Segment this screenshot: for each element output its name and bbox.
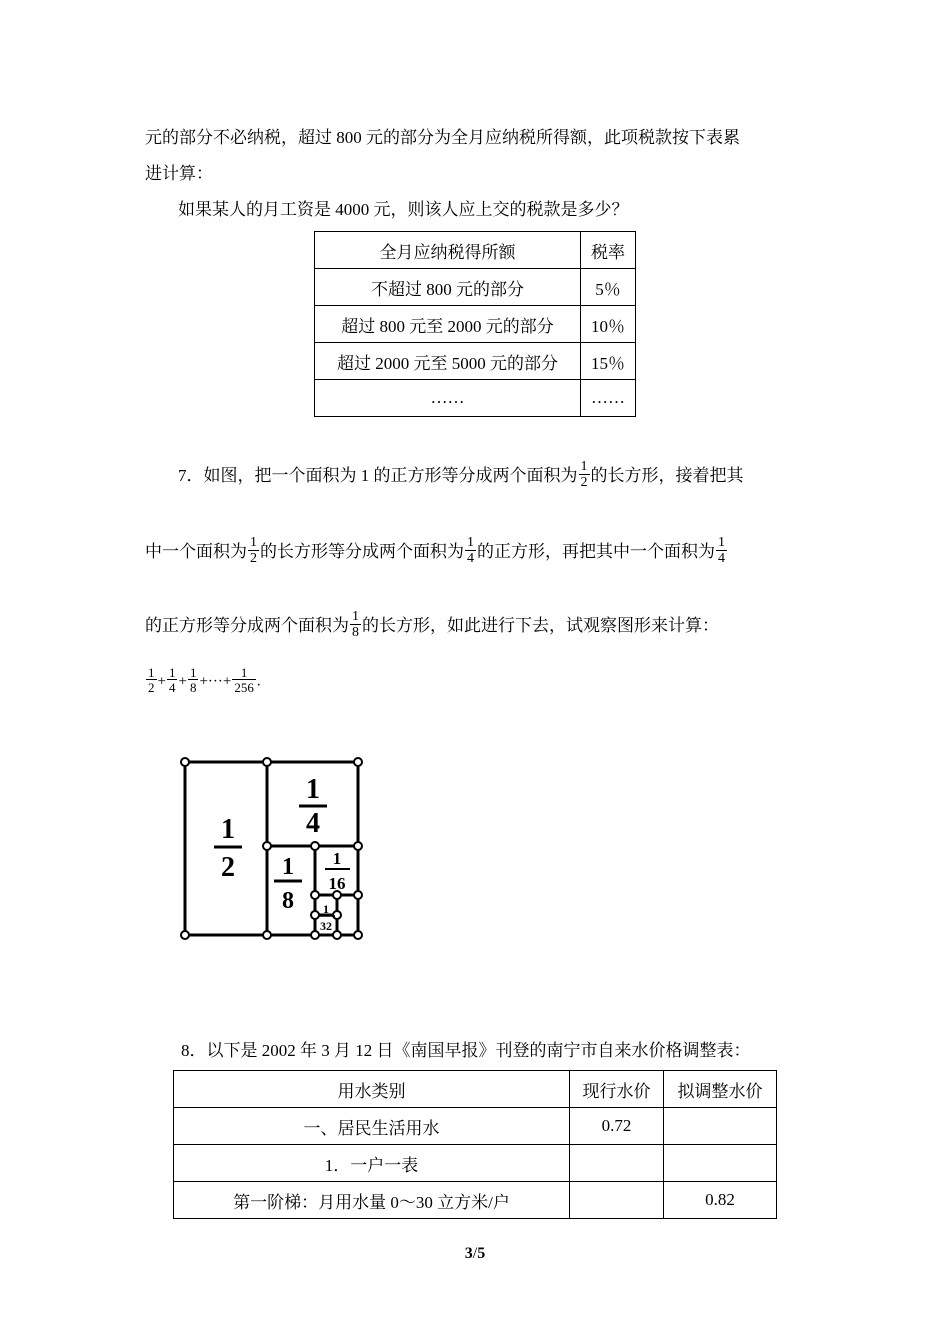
water-header-category: 用水类别 <box>174 1071 570 1108</box>
tax-header-rate: 税率 <box>581 232 636 269</box>
tax-table <box>314 231 636 417</box>
vertex-dot <box>311 842 319 850</box>
table-cell: 一、居民生活用水 <box>174 1108 570 1145</box>
text: 的正方形，再把其中一个面积为 <box>477 541 715 561</box>
plus-sign: + <box>157 673 166 690</box>
fraction-half: $\frac{1}{2}$ <box>580 459 588 490</box>
page-number <box>0 1245 950 1263</box>
vertex-dot <box>354 891 362 899</box>
table-row <box>315 232 636 269</box>
plus-sign: + <box>178 673 187 690</box>
vertex-dot <box>333 911 341 919</box>
label-half-den: 2 <box>221 852 235 883</box>
label-quarter-num: 1 <box>306 774 320 805</box>
vertex-dot <box>354 842 362 850</box>
water-header-current: 现行水价 <box>570 1071 664 1108</box>
vertex-dot <box>263 931 271 939</box>
text: 7．如图，把一个面积为 1 的正方形等分成两个面积为 <box>178 465 578 485</box>
total-pages: 5 <box>477 1245 486 1262</box>
vertex-dot <box>311 891 319 899</box>
label-eighth-num: 1 <box>282 854 294 880</box>
table-cell: 超过 2000 元至 5000 元的部分 <box>315 343 581 380</box>
table-row <box>315 343 636 380</box>
label-quarter-den: 4 <box>306 808 320 839</box>
label-sixteenth-num: 1 <box>332 849 342 868</box>
table-cell <box>570 1145 664 1182</box>
square-division-figure <box>170 750 380 950</box>
ellipsis-sum: +···+ <box>199 673 232 690</box>
table-row <box>174 1071 777 1108</box>
table-row <box>315 306 636 343</box>
expr-term-3: $\frac{1}{8}$ <box>189 665 197 695</box>
period: . <box>256 673 261 690</box>
problem7-expression <box>145 665 261 696</box>
text: 的长方形等分成两个面积为 <box>260 541 464 561</box>
vertex-dot <box>354 931 362 939</box>
table-cell: 5％ <box>581 269 636 306</box>
expr-term-1: $\frac{1}{2}$ <box>148 665 155 695</box>
label-thirtysecond-den: 32 <box>320 919 332 933</box>
label-eighth-den: 8 <box>282 888 294 914</box>
label-half-num: 1 <box>221 814 235 845</box>
intro-line-2: 进计算： <box>145 164 213 183</box>
table-cell: 0.82 <box>664 1182 777 1219</box>
text: 的长方形，如此进行下去，试观察图形来计算： <box>362 615 719 635</box>
table-row <box>315 380 636 417</box>
table-cell: 10％ <box>581 306 636 343</box>
text: 中一个面积为 <box>145 541 247 561</box>
table-cell: 第一阶梯：月用水量 0～30 立方米/户 <box>174 1182 570 1219</box>
vertex-dot <box>311 931 319 939</box>
vertex-dot <box>181 758 189 766</box>
water-price-table <box>173 1070 777 1219</box>
table-row <box>174 1145 777 1182</box>
table-cell <box>664 1145 777 1182</box>
text: 的长方形，接着把其 <box>590 465 744 485</box>
vertex-dot <box>333 931 341 939</box>
table-row <box>174 1108 777 1145</box>
expr-term-2: $\frac{1}{4}$ <box>168 665 176 695</box>
table-cell <box>570 1182 664 1219</box>
table-cell: 1．一户一表 <box>174 1145 570 1182</box>
table-row <box>174 1182 777 1219</box>
vertex-dot <box>354 758 362 766</box>
label-sixteenth-den: 16 <box>328 874 346 893</box>
table-cell: …… <box>581 380 636 417</box>
vertex-dot <box>311 911 319 919</box>
fraction-eighth: $\frac{1}{8}$ <box>352 609 359 640</box>
expr-term-4: $\frac{1}{256}$ <box>234 665 254 695</box>
intro-line-1: 元的部分不必纳税，超过 800 元的部分为全月应纳税所得额，此项税款按下表累 <box>145 128 740 147</box>
current-page: 3 <box>464 1245 473 1262</box>
table-cell: 15％ <box>581 343 636 380</box>
problem8-text: 8．以下是 2002 年 3 月 12 日《南国早报》刊登的南宁市自来水价格调整表： <box>181 1041 751 1060</box>
table-cell: 0.72 <box>570 1108 664 1145</box>
vertex-dot <box>263 758 271 766</box>
fraction-quarter: $\frac{1}{4}$ <box>718 535 725 566</box>
problem7-line-2 <box>145 535 728 568</box>
table-cell: …… <box>315 380 581 417</box>
page-separator: / <box>472 1245 478 1262</box>
water-header-adjusted: 拟调整水价 <box>664 1071 777 1108</box>
vertex-dot <box>181 931 189 939</box>
fraction-quarter: $\frac{1}{4}$ <box>467 535 474 566</box>
problem7-line-3 <box>145 609 719 642</box>
table-cell <box>664 1108 777 1145</box>
intro-question: 如果某人的月工资是 4000 元，则该人应上交的税款是多少？ <box>178 200 629 219</box>
label-thirtysecond-num: 1 <box>323 902 329 916</box>
tax-header-income: 全月应纳税得所额 <box>315 232 581 269</box>
table-cell: 超过 800 元至 2000 元的部分 <box>315 306 581 343</box>
fraction-half: $\frac{1}{2}$ <box>250 535 257 566</box>
problem7-line-1 <box>178 459 744 492</box>
text: 的正方形等分成两个面积为 <box>145 615 349 635</box>
vertex-dot <box>263 842 271 850</box>
table-row <box>315 269 636 306</box>
table-cell: 不超过 800 元的部分 <box>315 269 581 306</box>
